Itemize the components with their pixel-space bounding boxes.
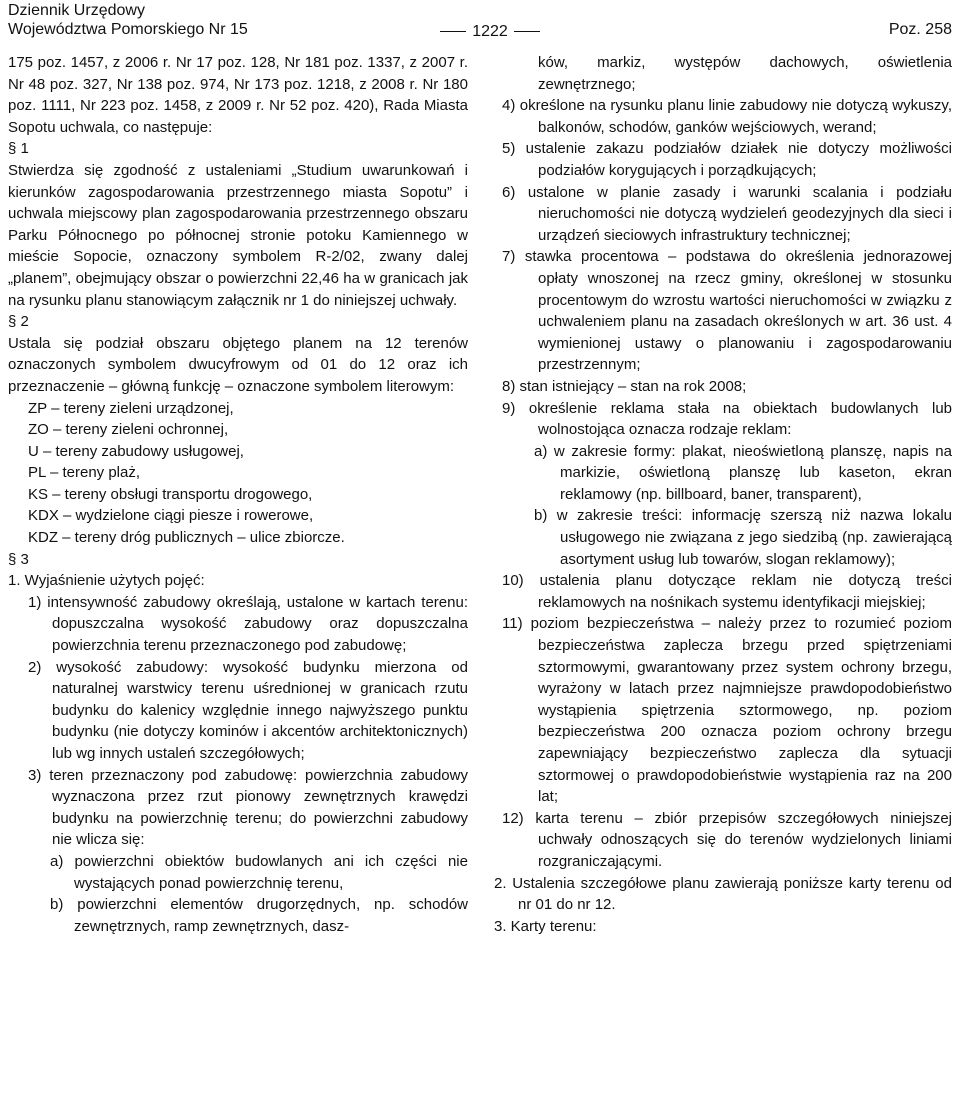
symbol-item: PL – tereny plaż, xyxy=(28,464,141,482)
journal-region: Województwa Pomorskiego Nr 15 xyxy=(8,21,248,38)
journal-title: Dziennik Urzędowy xyxy=(8,2,145,19)
section-3-heading: § 3 xyxy=(8,550,29,568)
definition-item: 4) określone na rysunku planu linie zabudowy nie dotyczą wykuszy, balkonów, schodów, ganków wejściowych, werand; xyxy=(502,97,952,136)
definition-item: 12) karta terenu – zbiór przepisów szczegółowych niniejszej uchwały odnoszących się do terenów wydzielonych liniami rozgraniczającymi. xyxy=(502,809,952,870)
definition-item: 2) wysokość zabudowy: wysokość budynku mierzona od naturalnej warstwicy terenu uśrednionej w granicach rzutu budynku do kalenicy względnie innego najwyższego punktu budynku (nie dotyczy kominów i akcentów architektonicznych) lub wg innych ustaleń szczegółowych; xyxy=(28,658,468,762)
right-column xyxy=(494,52,952,937)
symbol-item: ZP – tereny zieleni urządzonej, xyxy=(28,399,234,417)
definition-item: 7) stawka procentowa – podstawa do określenia jednorazowej opłaty wnoszonej na rzecz gminy, określonej w stosunku procentowym do wzrostu wartości nieruchomości w związku z uchwaleniem planu na zasadach określonych w art. 36 ust. 4 wymienionej ustawy o planowaniu i zagospodarowaniu przestrzennym; xyxy=(502,248,952,374)
symbol-item: KDZ – tereny dróg publicznych – ulice zbiorcze. xyxy=(28,529,345,547)
section-1-heading: § 1 xyxy=(8,140,29,158)
definition-subitem: a) powierzchni obiektów budowlanych ani ich części nie wystających ponad powierzchnię terenu, xyxy=(50,852,468,892)
dash-left xyxy=(440,31,466,32)
symbol-item: KDX – wydzielone ciągi piesze i rowerowe, xyxy=(28,507,314,525)
definition-subitem: b) w zakresie treści: informację szerszą niż nazwa lokalu usługowego nie związana z jego siedzibą (np. zawierającą asortyment usług lub towarów, slogan reklamowy); xyxy=(534,507,952,568)
position-label: Poz. 258 xyxy=(888,21,952,38)
definition-subitem: a) w zakresie formy: plakat, nieoświetloną planszę, napis na markizie, oświetloną planszę lub kaseton, ekran reklamowy (np. billboard, baner, transparent), xyxy=(534,442,952,503)
definition-item: 11) poziom bezpieczeństwa – należy przez to rozumieć poziom bezpieczeństwa zaplecza brzegu przed spiętrzeniami sztormowymi, gwarantowany przez system ochrony brzegu, wyrażony w latach przez najmniejsze prawdopodobieństwo wystąpienia spiętrzenia sztormowego, np. poziom bezpieczeństwa 200 oznacza poziom ochrony brzegu zapewniający bezpieczeństwo zaplecza dla sytuacji sztormowej o prawdopodobieństwie wystąpienia raz na 200 lat; xyxy=(502,615,952,806)
paragraph-2: 2. Ustalenia szczegółowe planu zawierają poniższe karty terenu od nr 01 do nr 12. xyxy=(494,874,952,914)
definition-item: 1) intensywność zabudowy określają, ustalone w kartach terenu: dopuszczalna wysokość zabudowy oraz dopuszczalna powierzchnia terenu przeznaczonego pod zabudowę; xyxy=(28,593,468,655)
left-column xyxy=(8,52,468,937)
page-number: 1222 xyxy=(472,23,508,40)
definition-item: 10) ustalenia planu dotyczące reklam nie dotyczą treści reklamowych na nośnikach systemu identyfikacji miejskiej; xyxy=(502,572,952,611)
page-header xyxy=(0,0,960,52)
definition-item: 3) teren przeznaczony pod zabudowę: powierzchnia zabudowy wyznaczona przez rzut pionowy zewnętrznych krawędzi budynku na powierzchnię terenu; do powierzchni zabudowy nie wlicza się: xyxy=(28,766,468,849)
section-2-text: Ustala się podział obszaru objętego planem na 12 terenów oznaczonych symbolem dwucyfrowym od 01 do 12 oraz ich przeznaczenie – główną funkcję – oznaczone symbolem literowym: xyxy=(8,334,468,395)
section-2-heading: § 2 xyxy=(8,313,29,331)
definition-item: 9) określenie reklama stała na obiektach budowlanych lub wolnostojąca oznacza rodzaje reklam: xyxy=(502,399,952,439)
definition-item: 5) ustalenie zakazu podziałów działek nie dotyczy możliwości podziałów korygujących i porządkujących; xyxy=(502,140,952,179)
section-3-intro: 1. Wyjaśnienie użytych pojęć: xyxy=(8,572,205,590)
section-1-text: Stwierdza się zgodność z ustaleniami „Studium uwarunkowań i kierunków zagospodarowania przestrzennego miasta Sopotu” i uchwala miejscowy plan zagospodarowania przestrzennego obszaru Parku Północnego po północnej stronie potoku Kamiennego w mieście Sopocie, oznaczony symbolem R-2/02, zwany dalej „planem”, obejmujący obszar o powierzchni 22,46 ha w granicach jak na rysunku planu stanowiącym załącznik nr 1 do niniejszej uchwały. xyxy=(8,161,468,309)
symbol-item: KS – tereny obsługi transportu drogowego, xyxy=(28,485,313,503)
page-number-block xyxy=(430,23,550,41)
symbol-item: ZO – tereny zieleni ochronnej, xyxy=(28,421,229,439)
symbol-item: U – tereny zabudowy usługowej, xyxy=(28,442,244,460)
dash-right xyxy=(514,31,540,32)
intro-paragraph: 175 poz. 1457, z 2006 r. Nr 17 poz. 128, Nr 181 poz. 1337, z 2007 r. Nr 48 poz. 327, Nr 138 poz. 974, Nr 173 poz. 1218, z 2008 r. Nr 180 poz. 1111, Nr 223 poz. 1458, z 2009 r. Nr 52 poz. 420), Rada Miasta Sopotu uchwala, co następuje: xyxy=(8,54,468,136)
definition-item: 8) stan istniejący – stan na rok 2008; xyxy=(502,377,747,395)
definition-subitem: b) powierzchni elementów drugorzędnych, np. schodów zewnętrznych, ramp zewnętrznych, dasz- xyxy=(50,896,468,935)
continuation-text: ków, markiz, występów dachowych, oświetlenia zewnętrznego; xyxy=(538,54,952,93)
definition-item: 6) ustalone w planie zasady i warunki scalania i podziału nieruchomości nie dotyczą wydzieleń geodezyjnych dla sieci i urządzeń sieciowych infrastruktury technicznej; xyxy=(502,183,952,244)
paragraph-3: 3. Karty terenu: xyxy=(494,917,597,935)
